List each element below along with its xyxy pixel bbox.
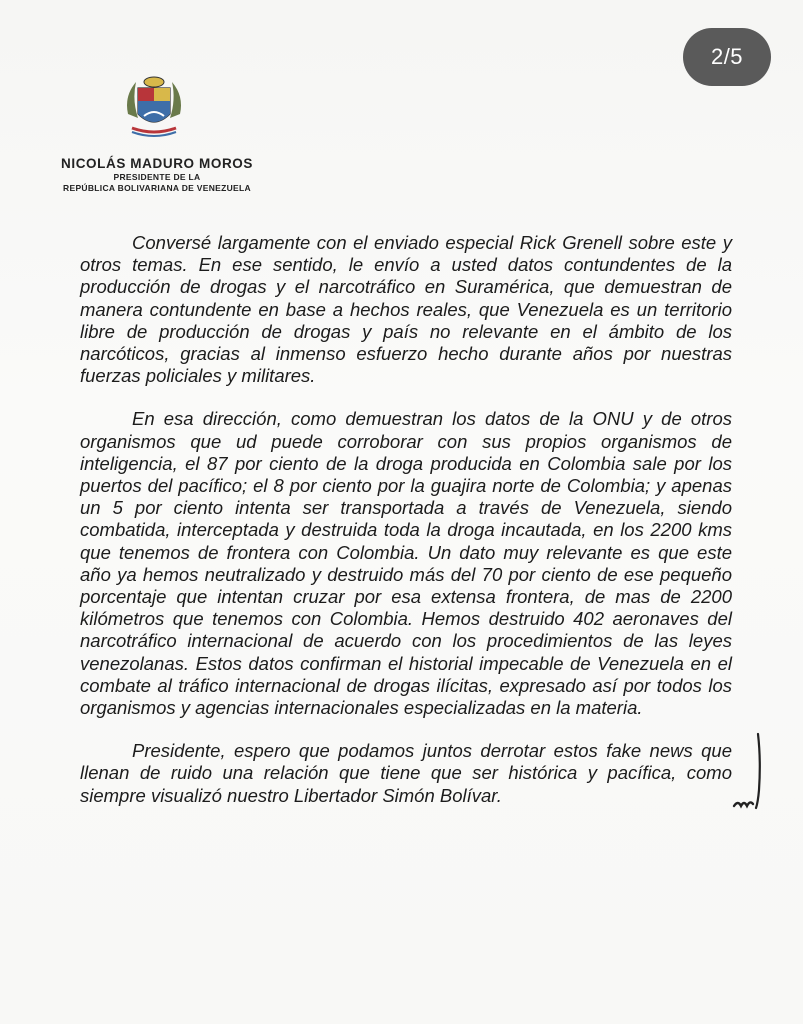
- letterhead-title-line2: REPÚBLICA BOLIVARIANA DE VENEZUELA: [63, 183, 251, 193]
- page-counter-badge: 2/5: [683, 28, 771, 86]
- paragraph-3: Presidente, espero que podamos juntos derrotar estos fake news que llenan de ruido una relación que tiene que ser histórica y pacífica, como siempre visualizó nuestro Libertador Simón Bolívar.: [80, 740, 732, 806]
- letterhead-title-line1: PRESIDENTE DE LA: [113, 172, 201, 182]
- letterhead: [52, 156, 262, 194]
- letter-body: [80, 232, 732, 828]
- letterhead-name: NICOLÁS MADURO MOROS: [61, 156, 253, 171]
- paragraph-1: Conversé largamente con el enviado especial Rick Grenell sobre este y otros temas. En ese sentido, le envío a usted datos contundentes de la producción de drogas y el narcotráfico en Suramérica, que demuestran de manera contundente en base a hechos reales, que Venezuela es un territorio libre de producción de drogas y país no relevante en el ámbito de los narcóticos, gracias al inmenso esfuerzo hecho durante años por nuestras fuerzas policiales y militares.: [80, 232, 732, 387]
- paragraph-2: En esa dirección, como demuestran los datos de la ONU y de otros organismos que ud puede corroborar con sus propios organismos de inteligencia, el 87 por ciento de la droga producida en Colombia sale por los puertos del pacífico; el 8 por ciento por la guajira norte de Colombia; y apenas un 5 por ciento intenta ser transportada a través de Venezuela, siendo combatida, interceptada y destruida toda la droga incautada, en los 2200 kms que tenemos de frontera con Colombia. Un dato muy relevante es que este año ya hemos neutralizado y destruido más del 70 por ciento de ese pequeño porcentaje que intentan cruzar por esa extensa frontera, de mas de 2200 kilómetros que tenemos con Colombia. Hemos destruido 402 aeronaves del narcotráfico internacional de acuerdo con los procedimientos de las leyes venezolanas. Estos datos confirman el historial impecable de Venezuela en el combate al tráfico internacional de drogas ilícitas, expresado así por todos los organismos y agencias internacionales especializadas en la materia.: [80, 408, 732, 719]
- coat-of-arms-icon: [122, 74, 186, 140]
- margin-pen-mark: [728, 730, 768, 820]
